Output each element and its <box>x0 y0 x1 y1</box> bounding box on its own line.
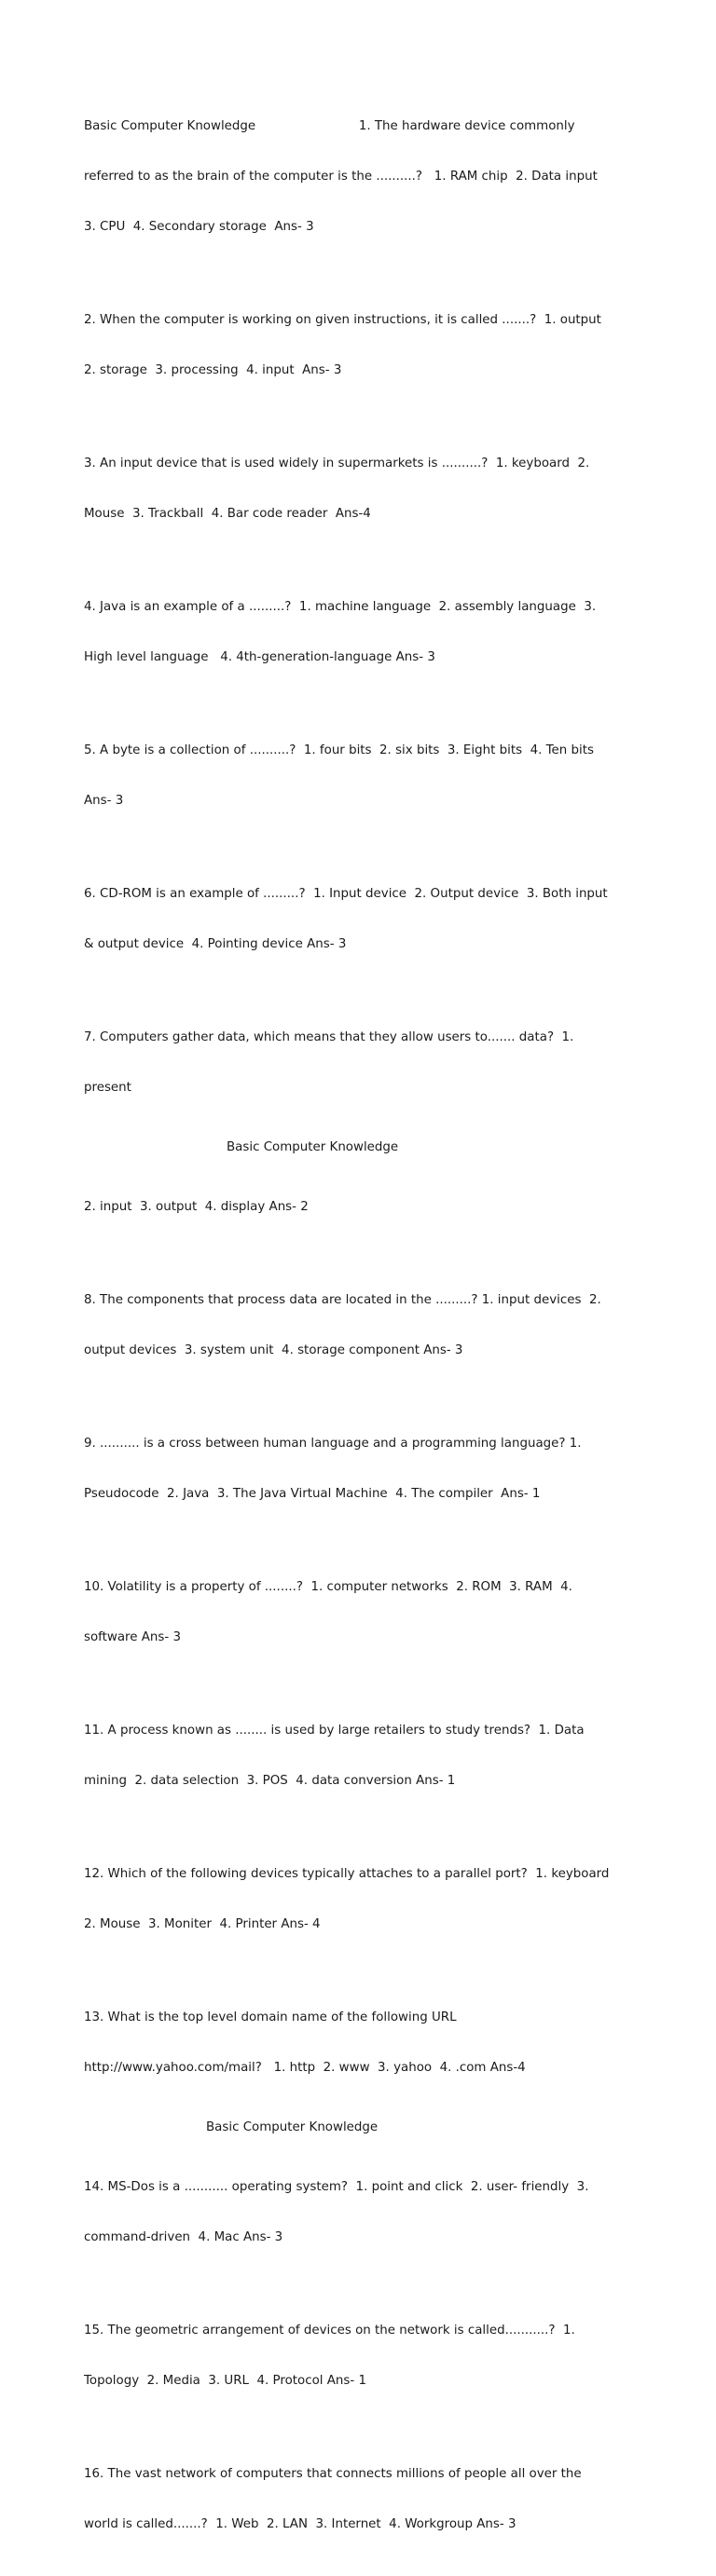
question-4 <box>84 566 634 700</box>
question-2-line-2: 2. storage 3. processing 4. input Ans- 3 <box>84 363 342 377</box>
question-5 <box>84 709 634 843</box>
question-11-line-1: 11. A process known as ........ is used by large retailers to study trends? 1. Data <box>84 1724 585 1738</box>
question-11 <box>84 1689 634 1823</box>
question-13 <box>84 1976 634 2110</box>
question-15-line-2: Topology 2. Media 3. URL 4. Protocol Ans- 1 <box>84 2374 366 2388</box>
document-title: Basic Computer Knowledge <box>84 119 256 133</box>
question-4-line-1: 4. Java is an example of a .........? 1. machine language 2. assembly language 3. <box>84 600 597 614</box>
section-heading: Basic Computer Knowledge <box>227 1140 399 1154</box>
question-1 <box>84 85 634 269</box>
question-16 <box>84 2433 634 2567</box>
question-2 <box>84 279 634 413</box>
question-1-line-2: referred to as the brain of the computer is the ..........? 1. RAM chip 2. Data input <box>84 170 598 184</box>
question-10-line-1: 10. Volatility is a property of ........? 1. computer networks 2. ROM 3. RAM 4. <box>84 1580 572 1594</box>
title-gap <box>255 119 359 133</box>
question-8 <box>84 1259 634 1393</box>
question-12-line-2: 2. Mouse 3. Moniter 4. Printer Ans- 4 <box>84 1917 321 1931</box>
question-2-line-1: 2. When the computer is working on given instructions, it is called .......? 1. output <box>84 313 601 327</box>
question-7-continued-line-1: 2. input 3. output 4. display Ans- 2 <box>84 1200 309 1214</box>
question-4-line-2: High level language 4. 4th-generation-language Ans- 3 <box>84 650 435 664</box>
question-1-line-3: 3. CPU 4. Secondary storage Ans- 3 <box>84 220 314 234</box>
question-13-line-2: http://www.yahoo.com/mail? 1. http 2. www 3. yahoo 4. .com Ans-4 <box>84 2061 526 2075</box>
question-5-line-2: Ans- 3 <box>84 794 124 808</box>
question-6-line-1: 6. CD-ROM is an example of .........? 1. Input device 2. Output device 3. Both input <box>84 887 608 901</box>
question-9-line-1: 9. .......... is a cross between human language and a programming language? 1. <box>84 1437 582 1451</box>
question-12 <box>84 1833 634 1967</box>
question-7-continued <box>84 1165 634 1249</box>
question-9 <box>84 1402 634 1536</box>
question-7-line-1: 7. Computers gather data, which means that they allow users to....... data? 1. <box>84 1030 574 1044</box>
question-12-line-1: 12. Which of the following devices typically attaches to a parallel port? 1. keyboard <box>84 1867 610 1881</box>
question-7-line-2: present <box>84 1081 131 1095</box>
question-8-line-1: 8. The components that process data are located in the .........? 1. input devices 2. <box>84 1293 601 1307</box>
question-6 <box>84 852 634 987</box>
question-15 <box>84 2289 634 2423</box>
question-14-line-1: 14. MS-Dos is a ........... operating system? 1. point and click 2. user- friendly 3. <box>84 2180 589 2194</box>
question-16-line-2: world is called.......? 1. Web 2. LAN 3. Internet 4. Workgroup Ans- 3 <box>84 2517 516 2531</box>
question-14-line-2: command-driven 4. Mac Ans- 3 <box>84 2230 283 2244</box>
question-3-line-1: 3. An input device that is used widely in supermarkets is ..........? 1. keyboard 2. <box>84 457 590 470</box>
question-15-line-1: 15. The geometric arrangement of devices on the network is called...........? 1. <box>84 2324 575 2337</box>
question-7 <box>84 996 634 1130</box>
question-3 <box>84 422 634 556</box>
question-3-line-2: Mouse 3. Trackball 4. Bar code reader Ans-4 <box>84 507 371 521</box>
question-5-line-1: 5. A byte is a collection of ..........? 1. four bits 2. six bits 3. Eight bits 4. Ten bits <box>84 743 594 757</box>
question-14 <box>84 2146 634 2280</box>
question-9-line-2: Pseudocode 2. Java 3. The Java Virtual Machine 4. The compiler Ans- 1 <box>84 1487 541 1501</box>
question-8-line-2: output devices 3. system unit 4. storage component Ans- 3 <box>84 1343 463 1357</box>
question-1-start: 1. The hardware device commonly <box>358 119 575 133</box>
question-10 <box>84 1546 634 1680</box>
question-1-line-1 <box>84 118 634 135</box>
question-13-line-1: 13. What is the top level domain name of the following URL <box>84 2010 457 2024</box>
document-page <box>84 85 634 2576</box>
section-heading: Basic Computer Knowledge <box>206 2120 379 2134</box>
question-11-line-2: mining 2. data selection 3. POS 4. data conversion Ans- 1 <box>84 1774 456 1788</box>
question-6-line-2: & output device 4. Pointing device Ans- 3 <box>84 937 347 951</box>
question-16-line-1: 16. The vast network of computers that connects millions of people all over the <box>84 2467 582 2481</box>
question-10-line-2: software Ans- 3 <box>84 1630 181 1644</box>
